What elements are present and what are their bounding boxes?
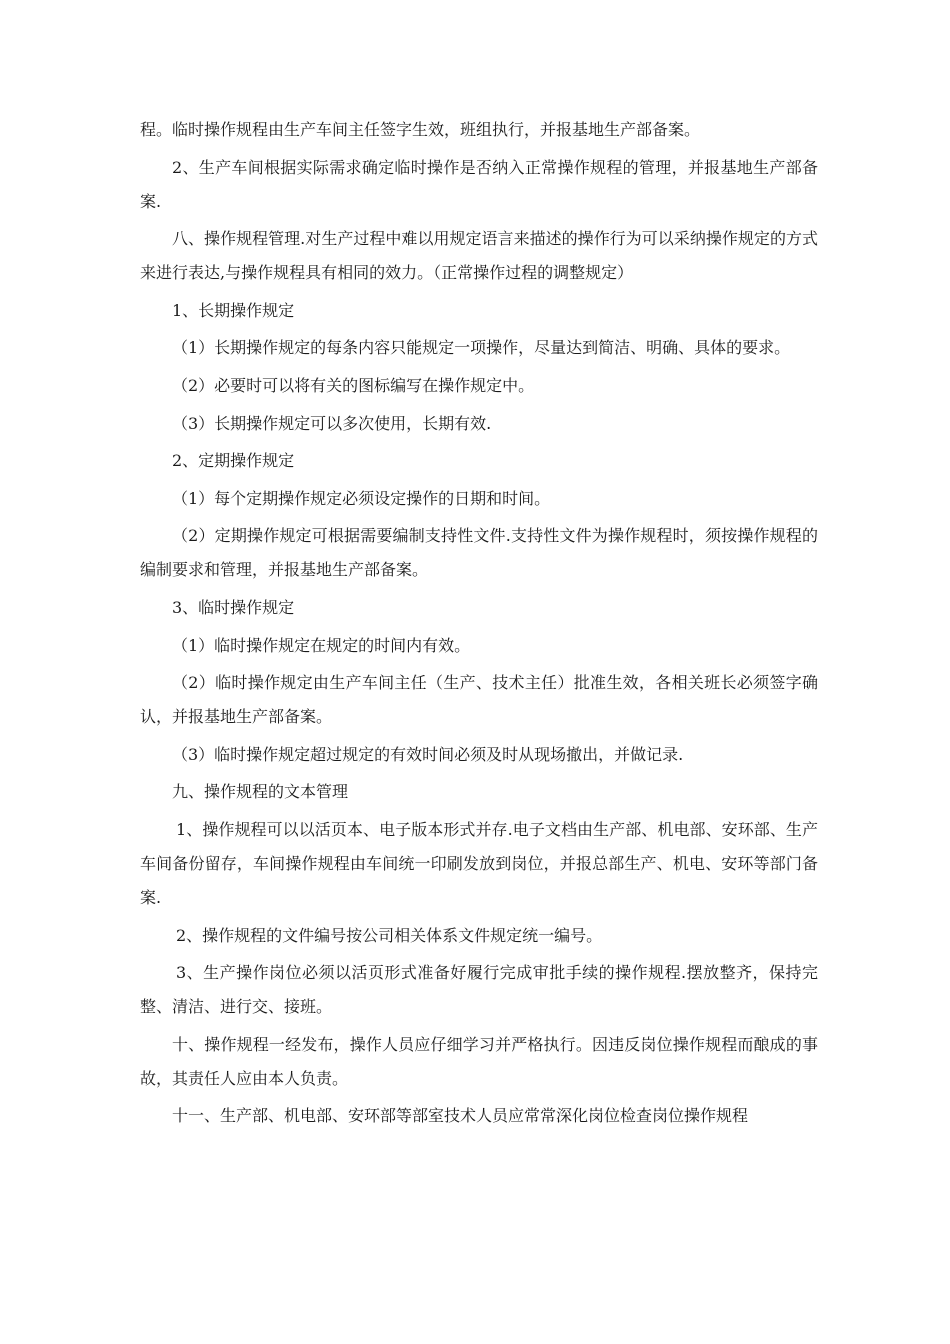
paragraph-text-mgmt-3: 3、生产操作岗位必须以活页形式准备好履行完成审批手续的操作规程.摆放整齐，保持完整、清洁、进行交、接班。: [140, 963, 818, 1017]
paragraph-text-mgmt-1: 1、操作规程可以以活页本、电子版本形式并存.电子文档由生产部、机电部、安环部、生产车间备份留存，车间操作规程由车间统一印刷发放到岗位，并报总部生产、机电、安环等部门备案.: [140, 819, 818, 907]
paragraph-text-mgmt-2: 2、操作规程的文件编号按公司相关体系文件规定统一编号。: [176, 925, 603, 945]
section-heading-10: 十、操作规程一经发布，操作人员应仔细学习并严格执行。因违反岗位操作规程而酿成的事故，其责任人应由本人负责。: [140, 1034, 818, 1088]
document-body: [140, 113, 818, 1137]
section-heading-9: 九、操作规程的文本管理: [172, 782, 349, 802]
paragraph-periodic-1: （1）每个定期操作规定必须设定操作的日期和时间。: [172, 488, 551, 508]
section-heading-11: 十一、生产部、机电部、安环部等部室技术人员应常常深化岗位检查岗位操作规程: [172, 1106, 749, 1126]
paragraph-long-term-3: （3）长期操作规定可以多次使用，长期有效.: [172, 413, 492, 433]
paragraph-temporary-2: （2）临时操作规定由生产车间主任（生产、技术主任）批准生效，各相关班长必须签字确认，并报基地生产部备案。: [140, 673, 818, 727]
paragraph-long-term-2: （2）必要时可以将有关的图标编写在操作规定中。: [172, 375, 535, 395]
paragraph-long-term-1: （1）长期操作规定的每条内容只能规定一项操作，尽量达到简洁、明确、具体的要求。: [172, 338, 791, 358]
paragraph-item-2: 2、生产车间根据实际需求确定临时操作是否纳入正常操作规程的管理，并报基地生产部备案.: [140, 157, 818, 211]
paragraph-temporary-3: （3）临时操作规定超过规定的有效时间必须及时从现场撤出，并做记录.: [172, 744, 684, 764]
subheading-temporary: 3、临时操作规定: [172, 597, 295, 617]
paragraph-temporary-1: （1）临时操作规定在规定的时间内有效。: [172, 635, 471, 655]
paragraph-periodic-2: （2）定期操作规定可根据需要编制支持性文件.支持性文件为操作规程时，须按操作规程的编制要求和管理，并报基地生产部备案。: [140, 526, 818, 580]
subheading-long-term: 1、长期操作规定: [172, 300, 295, 320]
subheading-periodic: 2、定期操作规定: [172, 451, 295, 471]
section-heading-8: 八、操作规程管理.对生产过程中难以用规定语言来描述的操作行为可以采纳操作规定的方式来进行表达,与操作规程具有相同的效力。（正常操作过程的调整规定）: [140, 229, 818, 283]
paragraph-continuation: 程。临时操作规程由生产车间主任签字生效，班组执行，并报基地生产部备案。: [140, 120, 701, 139]
